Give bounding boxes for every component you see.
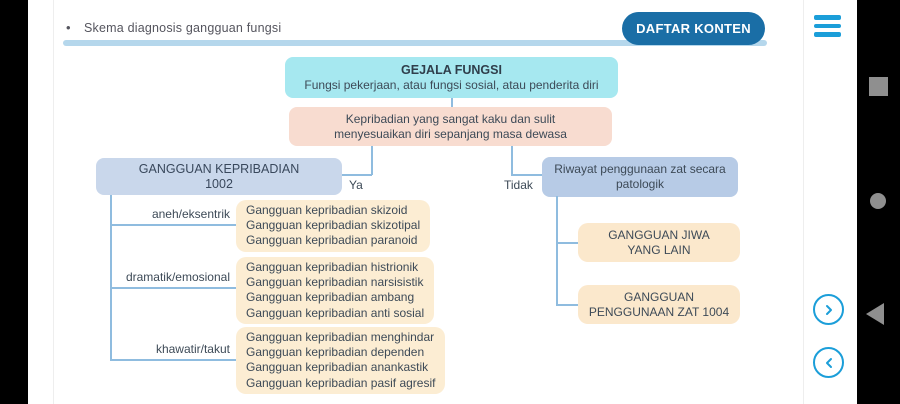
- list-item: Gangguan kepribadian dependen: [246, 345, 425, 360]
- list-item: Gangguan kepribadian anti sosial: [246, 305, 425, 320]
- gangguan-kepribadian-code: 1002: [205, 176, 233, 191]
- chevron-left-icon: [821, 355, 837, 371]
- list-item: Gangguan kepribadian ambang: [246, 290, 415, 305]
- gejala-fungsi-title: GEJALA FUNGSI: [401, 62, 502, 77]
- list-item: Gangguan kepribadian menghindar: [246, 330, 435, 344]
- gangguan-penggunaan-zat-box: [578, 285, 740, 324]
- next-page-button[interactable]: [813, 294, 844, 325]
- gangguan-jiwa-lain-box: [578, 223, 740, 262]
- connector: [511, 174, 542, 176]
- list-item: Gangguan kepribadian anankastik: [246, 360, 429, 375]
- connector: [511, 146, 513, 175]
- list-item: Gangguan kepribadian histrionik: [246, 260, 419, 274]
- gangguan-kepribadian-box: [96, 158, 342, 195]
- left-black-bar: [0, 0, 28, 404]
- chevron-right-icon: [821, 302, 837, 318]
- cluster-box-aneh-eksentrik: [236, 200, 430, 252]
- condition-box: [289, 107, 612, 146]
- gangguan-kepribadian-title: GANGGUAN KEPRIBADIAN: [138, 161, 300, 176]
- yes-label: Ya: [349, 178, 363, 192]
- connector: [110, 224, 236, 226]
- cluster-box-dramatik-emosional: [236, 257, 434, 324]
- connector: [110, 359, 236, 361]
- outcome-line: GANGGUAN: [623, 289, 694, 304]
- outcome-line: PENGGUNAAN ZAT 1004: [588, 304, 730, 319]
- list-item: Gangguan kepribadian narsisistik: [246, 275, 424, 290]
- header-bullet: •: [66, 20, 71, 35]
- home-circle-icon[interactable]: [870, 193, 886, 209]
- no-label: Tidak: [504, 178, 533, 192]
- list-item: Gangguan kepribadian paranoid: [246, 233, 418, 248]
- daftar-konten-button[interactable]: DAFTAR KONTEN: [622, 12, 765, 45]
- connector: [451, 98, 453, 107]
- back-triangle-icon[interactable]: [866, 303, 884, 325]
- gejala-fungsi-subtitle: Fungsi pekerjaan, atau fungsi sosial, atau penderita diri: [304, 77, 599, 92]
- riwayat-line2: patologik: [615, 177, 665, 191]
- cluster-label-khawatir-takut: khawatir/takut: [155, 342, 230, 356]
- list-item: Gangguan kepribadian skizotipal: [246, 218, 421, 233]
- cluster-label-dramatik-emosional: dramatik/emosional: [125, 270, 230, 284]
- connector: [371, 146, 373, 175]
- page-left-edge: [53, 0, 54, 404]
- condition-line1: Kepribadian yang sangat kaku dan sulit: [345, 111, 556, 126]
- connector: [556, 304, 578, 306]
- outcome-line: YANG LAIN: [627, 242, 691, 257]
- prev-page-button[interactable]: [813, 347, 844, 378]
- gejala-fungsi-box: [285, 57, 618, 98]
- page-right-edge: [803, 0, 804, 404]
- connector: [110, 287, 236, 289]
- recents-square-icon[interactable]: [869, 77, 888, 96]
- riwayat-zat-box: [542, 157, 738, 197]
- list-item: Gangguan kepribadian skizoid: [246, 203, 408, 217]
- cluster-box-khawatir-takut: [236, 327, 445, 394]
- outcome-line: GANGGUAN JIWA: [608, 227, 710, 242]
- condition-line2: menyesuaikan diri sepanjang masa dewasa: [334, 126, 567, 141]
- hamburger-menu-icon[interactable]: [814, 15, 841, 37]
- connector: [556, 196, 558, 306]
- connector: [556, 242, 578, 244]
- connector: [342, 174, 372, 176]
- list-item: Gangguan kepribadian pasif agresif: [246, 375, 436, 390]
- riwayat-line1: Riwayat penggunaan zat secara: [554, 162, 726, 176]
- page-title: Skema diagnosis gangguan fungsi: [84, 21, 282, 35]
- cluster-label-aneh-eksentrik: aneh/eksentrik: [151, 207, 230, 221]
